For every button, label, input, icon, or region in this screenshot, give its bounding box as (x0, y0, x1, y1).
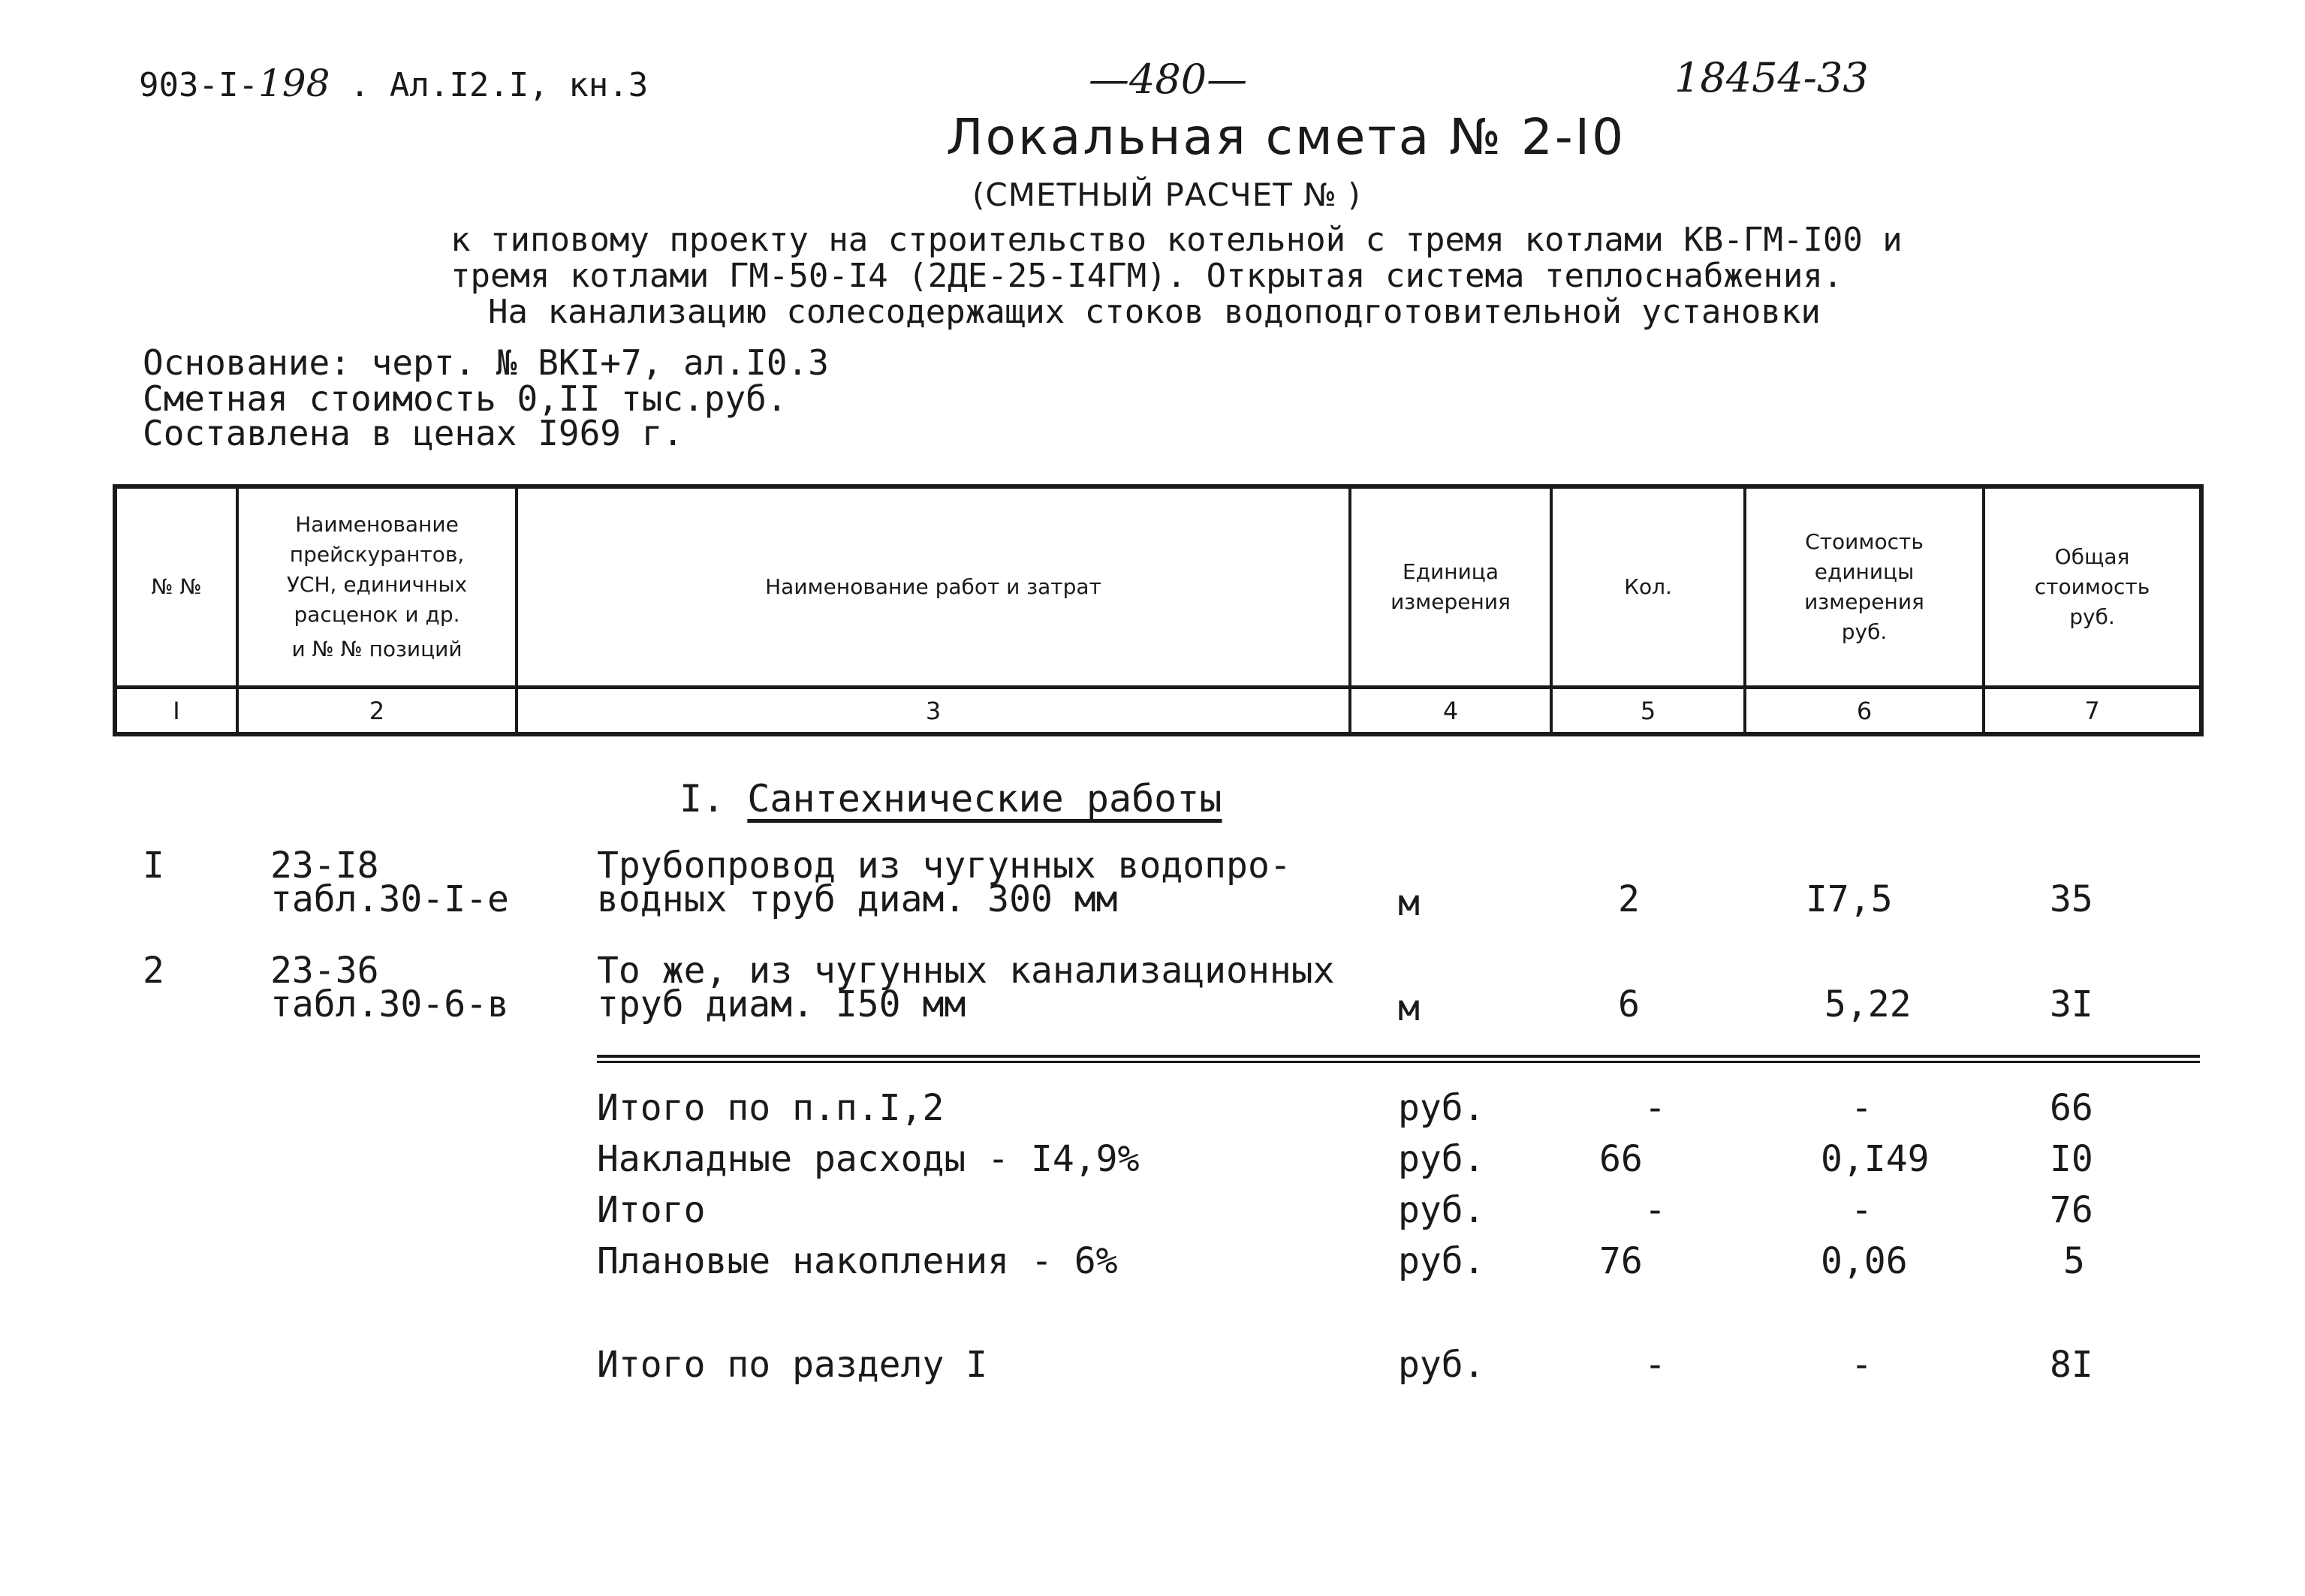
summary-planned-savings-label: Плановые накопления - 6% (597, 1240, 1118, 1282)
summary-section-total-total: 8I (2050, 1344, 2093, 1386)
header-price-references (239, 489, 515, 685)
description-line-3: На канализацию солесодержащих стоков водоподготовительной установки (488, 293, 1821, 331)
reference-suffix: . Ал.I2.I, кн.3 (330, 66, 649, 104)
item-2-name-line-2: труб диам. I50 мм (597, 983, 966, 1025)
column-number-2: 2 (369, 697, 385, 725)
header-number: № № (151, 574, 202, 599)
summary-subtotal-unit-cost: - (1851, 1087, 1873, 1129)
item-2-number: 2 (143, 950, 164, 992)
item-2-unit-cost: 5,22 (1824, 983, 1912, 1025)
summary-planned-savings-unit-cost: 0,06 (1821, 1240, 1908, 1282)
item-1-unit: м (1398, 882, 1420, 924)
reference-prefix: 903-I- (139, 66, 258, 104)
header-price-references-line-4: расценок и др. (294, 602, 460, 627)
header-unit-cost-line-3: измерения (1804, 589, 1924, 614)
summary-planned-savings-unit: руб. (1398, 1240, 1485, 1282)
item-2-total: 3I (2050, 983, 2093, 1025)
document-reference (139, 62, 648, 105)
basis-estimated-cost: Сметная стоимость 0,II тыс.руб. (143, 378, 788, 419)
summary-planned-savings-total: 5 (2063, 1240, 2085, 1282)
item-2-name-line-1: То же, из чугунных канализационных (597, 950, 1335, 992)
summary-total-unit: руб. (1398, 1189, 1485, 1231)
header-quantity: Кол. (1624, 574, 1672, 599)
header-price-references-line-5: и № № позиций (291, 637, 463, 661)
estimate-table-header (113, 484, 2204, 736)
description-line-2: тремя котлами ГМ-50-I4 (2ДЕ-25-I4ГМ). Открытая система теплоснабжения. (450, 257, 1843, 295)
item-1-name-line-1: Трубопровод из чугунных водопро- (597, 845, 1291, 887)
item-2-table-ref: табл.30-6-в (270, 983, 509, 1025)
header-total-cost-line-2: стоимость (2034, 574, 2150, 599)
summary-overhead-label: Накладные расходы - I4,9% (597, 1138, 1140, 1180)
summary-section-total-label: Итого по разделу I (597, 1344, 988, 1386)
section-number: I. (679, 777, 725, 821)
column-number-3: 3 (925, 697, 942, 725)
description-line-1: к типовому проекту на строительство котельной с тремя котлами КВ-ГМ-I00 и (450, 221, 1903, 259)
column-number-5: 5 (1640, 697, 1656, 725)
summary-overhead-total: I0 (2050, 1138, 2093, 1180)
item-1-code: 23-I8 (270, 845, 379, 887)
column-number-4: 4 (1442, 697, 1459, 725)
header-unit-line-2: измерения (1391, 589, 1511, 614)
summary-total-quantity: - (1644, 1189, 1666, 1231)
header-price-references-line-3: УСН, единичных (286, 572, 468, 597)
item-1-unit-cost: I7,5 (1806, 878, 1893, 920)
page-number: —480— (1089, 56, 1248, 103)
item-2-unit: м (1398, 987, 1420, 1029)
header-price-references-line-1: Наименование (295, 512, 459, 537)
summary-subtotal-label: Итого по п.п.I,2 (597, 1087, 945, 1129)
summary-section-total-unit-cost: - (1851, 1344, 1873, 1386)
item-2-code: 23-36 (270, 950, 379, 992)
summary-planned-savings-quantity: 76 (1599, 1240, 1643, 1282)
summary-overhead-unit-cost: 0,I49 (1821, 1138, 1930, 1180)
reference-number-handwritten: 198 (258, 62, 330, 105)
column-number-6: 6 (1856, 697, 1873, 725)
subtotal-divider (597, 1055, 2200, 1063)
header-price-references-line-2: прейскурантов, (289, 542, 465, 567)
header-total-cost-line-1: Общая (2054, 544, 2130, 569)
summary-total-unit-cost: - (1851, 1189, 1873, 1231)
item-1-total: 35 (2050, 878, 2093, 920)
item-1-table-ref: табл.30-I-е (270, 878, 509, 920)
header-unit-cost (1746, 489, 1982, 685)
summary-section-total-unit: руб. (1398, 1344, 1485, 1386)
summary-total-total: 76 (2050, 1189, 2093, 1231)
header-unit-cost-line-2: единицы (1814, 559, 1915, 584)
item-1-number: I (143, 845, 164, 887)
item-2-quantity: 6 (1618, 983, 1640, 1025)
summary-overhead-quantity: 66 (1599, 1138, 1643, 1180)
header-unit (1351, 489, 1550, 685)
item-1-name-line-2: водных труб диам. 300 мм (597, 878, 1118, 920)
header-work-name: Наименование работ и затрат (765, 574, 1101, 599)
summary-overhead-unit: руб. (1398, 1138, 1485, 1180)
section-heading (679, 777, 1222, 821)
basis-drawing: Основание: черт. № ВКI+7, ал.I0.3 (143, 342, 829, 383)
header-unit-cost-line-1: Стоимость (1805, 529, 1924, 554)
summary-subtotal-unit: руб. (1398, 1087, 1485, 1129)
summary-subtotal-quantity: - (1644, 1087, 1666, 1129)
summary-subtotal-total: 66 (2050, 1087, 2093, 1129)
summary-total-label: Итого (597, 1189, 706, 1231)
summary-section-total-quantity: - (1644, 1344, 1666, 1386)
header-total-cost-line-3: руб. (2069, 604, 2115, 629)
section-title: Сантехнические работы (747, 777, 1222, 821)
column-number-1: I (173, 697, 180, 725)
basis-price-year: Составлена в ценах I969 г. (143, 413, 684, 453)
document-subtitle: (СМЕТНЫЙ РАСЧЕТ № ) (972, 176, 1361, 213)
column-number-7: 7 (2084, 697, 2100, 725)
header-unit-cost-line-4: руб. (1841, 619, 1888, 644)
document-title: Локальная смета № 2-I0 (946, 108, 1626, 166)
header-total-cost (1985, 489, 2199, 685)
item-1-quantity: 2 (1618, 878, 1640, 920)
header-unit-line-1: Единица (1403, 559, 1499, 584)
document-id: 18454-33 (1674, 54, 1869, 101)
